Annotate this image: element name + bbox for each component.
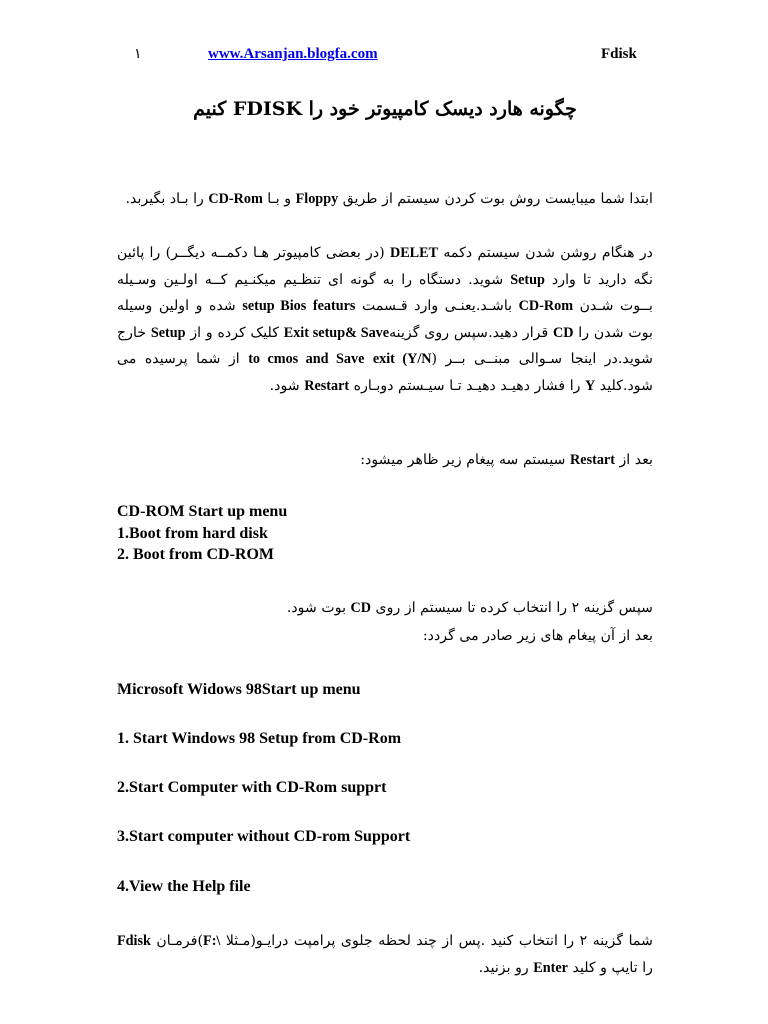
paragraph-next-messages: بعد از آن پیغام های زیر صادر می گردد: xyxy=(422,628,653,644)
menu1-item-1: 1.Boot from hard disk xyxy=(117,525,268,542)
paragraph-boot-method: ابتدا شما میبایست روش بوت کردن سیستم از طریق Floppy و بـا CD-Rom را بـاد بگیربد. xyxy=(125,191,653,207)
header-link[interactable]: www.Arsanjan.blogfa.com xyxy=(208,46,378,62)
paragraph-bios-setup: در هنگام روشن شدن سیستم دکمه DELET (در بعضی کامپیوتر هـا دکمــه دیگــر) را پائین نگه دارید تا وارد Setup شوید. دستگاه را به گونه ای تنظـیم میکنـیم کــه اولـین وسـیله بــوت شـدن CD-Rom باشـد.یعنـی وارد قـسمت setup Bios featurs شده و اولین وسیله بوت شدن را CD قرار دهید.سپس روی گزینهExit setup& Save کلیک کرده و از Setup خارج شوید.در اینجا سـوالی مبنــی بــر (to cmos and Save exit (Y/N از شما پرسیده می شود.کلید Y را فشار دهیـد دهیـد تـا سیـستم دوبـاره Restart شود. xyxy=(117,245,653,394)
menu2-item-1: 1. Start Windows 98 Setup from CD-Rom xyxy=(117,730,402,747)
paragraph-after-restart: بعد از Restart سیستم سه پیغام زیر ظاهر میشود: xyxy=(360,452,653,468)
paragraph-run-fdisk: شما گزینه ٢ را انتخاب کنید .پس از چند لحظه جلوی پرامپت درایـو(مـثلا F:\)فرمـان Fdisk را تایپ و کلید Enter رو بزنید. xyxy=(117,933,653,976)
menu1-title: CD-ROM Start up menu xyxy=(117,503,288,520)
page-title: چگونه هارد دیسک کامپیوتر خود را FDISK کنیم xyxy=(193,98,577,120)
page-number: ١ xyxy=(134,47,142,62)
menu2-title: Microsoft Widows 98Start up menu xyxy=(117,681,361,698)
menu2-item-4: 4.View the Help file xyxy=(117,878,251,895)
menu2-item-3: 3.Start computer without CD-rom Support xyxy=(117,828,411,845)
menu2-item-2: 2.Start Computer with CD-Rom supprt xyxy=(117,779,387,796)
menu1-item-2: 2. Boot from CD-ROM xyxy=(117,546,275,563)
header-title: Fdisk xyxy=(601,46,637,62)
paragraph-select-option-2: سپس گزینه ٢ را انتخاب کرده تا سیستم از روی CD بوت شود. xyxy=(286,600,653,616)
